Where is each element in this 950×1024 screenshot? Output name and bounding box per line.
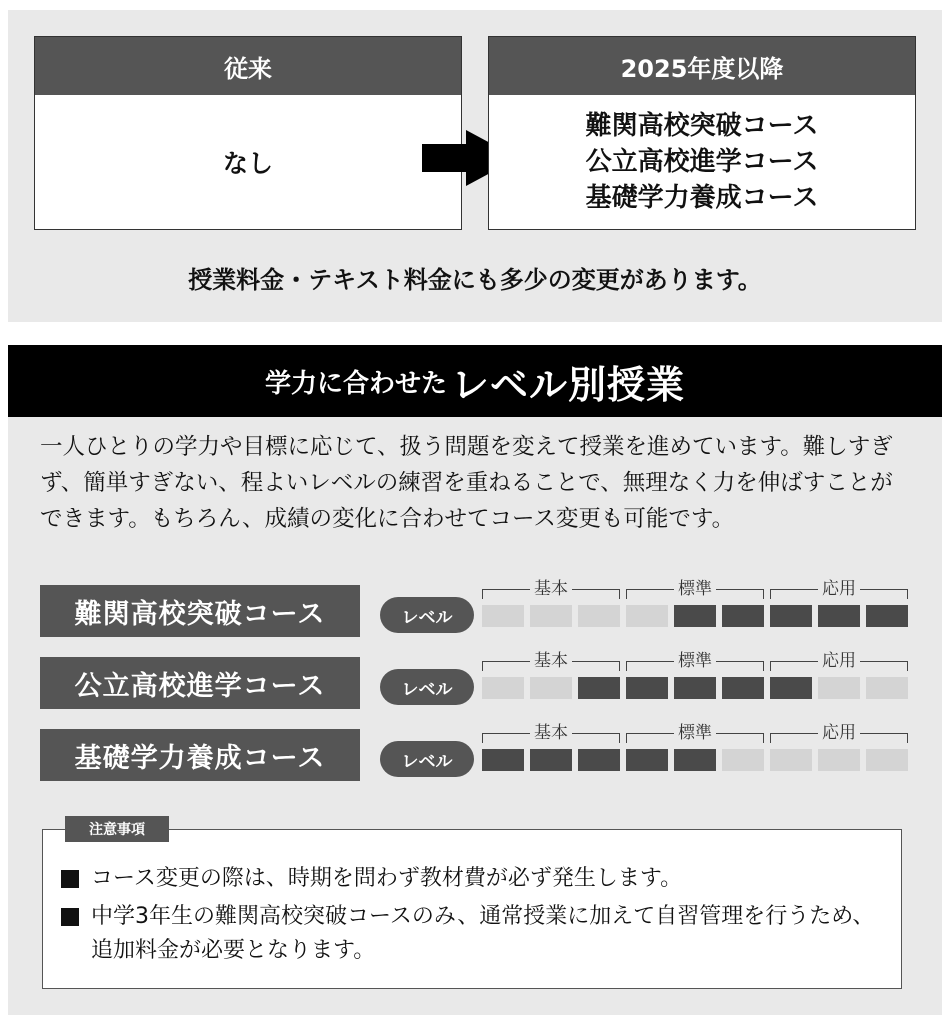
course-name: 公立高校進学コース [40,657,360,709]
after-header: 2025年度以降 [489,37,915,95]
level-cell [626,749,668,771]
level-cell [530,605,572,627]
scale-bracket [770,579,908,601]
scale-range-label: 応用 [818,723,860,743]
level-cell [578,605,620,627]
level-cell [722,677,764,699]
level-cell [626,677,668,699]
scale-bracket [482,579,620,601]
before-box [34,36,462,230]
section-banner [8,345,942,417]
banner-title: レベル別授業 [451,362,686,407]
level-panel [8,345,942,1015]
level-cell [722,605,764,627]
level-cell [818,677,860,699]
level-cell [578,749,620,771]
notice-box [42,822,902,989]
level-cell [674,749,716,771]
level-cell [770,605,812,627]
level-pill: レベル [380,741,474,777]
after-box [488,36,916,230]
level-cell [530,749,572,771]
level-scale [482,579,912,637]
notice-list [61,862,891,972]
after-course-2: 公立高校進学コース [585,147,819,177]
scale-range-label: 標準 [674,579,716,599]
fee-note: 授業料金・テキスト料金にも多少の変更があります。 [188,266,762,294]
level-cell [770,677,812,699]
level-cells [482,749,908,771]
description: 一人ひとりの学力や目標に応じて、扱う問題を変えて授業を進めています。難しすぎず、簡単すぎない、程よいレベルの練習を重ねることで、無理なく力を伸ばすことができます。もちろん、成績の変化に合わせてコース変更も可能です。 [40,434,893,532]
level-cell [482,605,524,627]
after-course-3: 基礎学力養成コース [585,183,819,213]
before-header: 従来 [35,37,461,95]
level-cell [674,605,716,627]
scale-range-label: 応用 [818,651,860,671]
level-row [40,579,920,637]
scale-range-label: 標準 [674,651,716,671]
square-bullet-icon [61,908,79,926]
level-pill: レベル [380,597,474,633]
level-scale [482,723,912,781]
level-row [40,723,920,781]
scale-bracket [626,579,764,601]
level-row [40,651,920,709]
level-cells [482,677,908,699]
notice-tag: 注意事項 [65,816,169,842]
scale-range-label: 基本 [530,651,572,671]
level-cell [626,605,668,627]
level-cell [722,749,764,771]
scale-bracket [482,723,620,745]
level-cell [818,605,860,627]
notice-item [61,862,891,896]
before-body: なし [222,149,273,178]
notice-item-text: 中学3年生の難関高校突破コースのみ、通常授業に加えて自習管理を行うため、追加料金が必要となります。 [91,904,875,963]
level-cell [770,749,812,771]
after-body [489,95,915,229]
level-cell [578,677,620,699]
level-cell [866,677,908,699]
course-name: 基礎学力養成コース [40,729,360,781]
level-cell [866,749,908,771]
level-cell [674,677,716,699]
level-cells [482,605,908,627]
level-cell [866,605,908,627]
scale-range-label: 基本 [530,579,572,599]
level-pill: レベル [380,669,474,705]
notice-item-text: コース変更の際は、時期を問わず教材費が必ず発生します。 [91,866,683,891]
scale-range-label: 基本 [530,723,572,743]
banner-subtitle: 学力に合わせた [264,368,447,399]
course-name: 難関高校突破コース [40,585,360,637]
after-course-1: 難関高校突破コース [585,111,819,141]
level-cell [530,677,572,699]
scale-bracket [626,723,764,745]
scale-bracket [770,651,908,673]
level-cell [818,749,860,771]
level-scale [482,651,912,709]
notice-item [61,900,891,968]
scale-range-label: 応用 [818,579,860,599]
scale-range-label: 標準 [674,723,716,743]
square-bullet-icon [61,870,79,888]
scale-bracket [626,651,764,673]
scale-bracket [482,651,620,673]
level-cell [482,677,524,699]
level-cell [482,749,524,771]
scale-bracket [770,723,908,745]
comparison-panel [8,10,942,322]
